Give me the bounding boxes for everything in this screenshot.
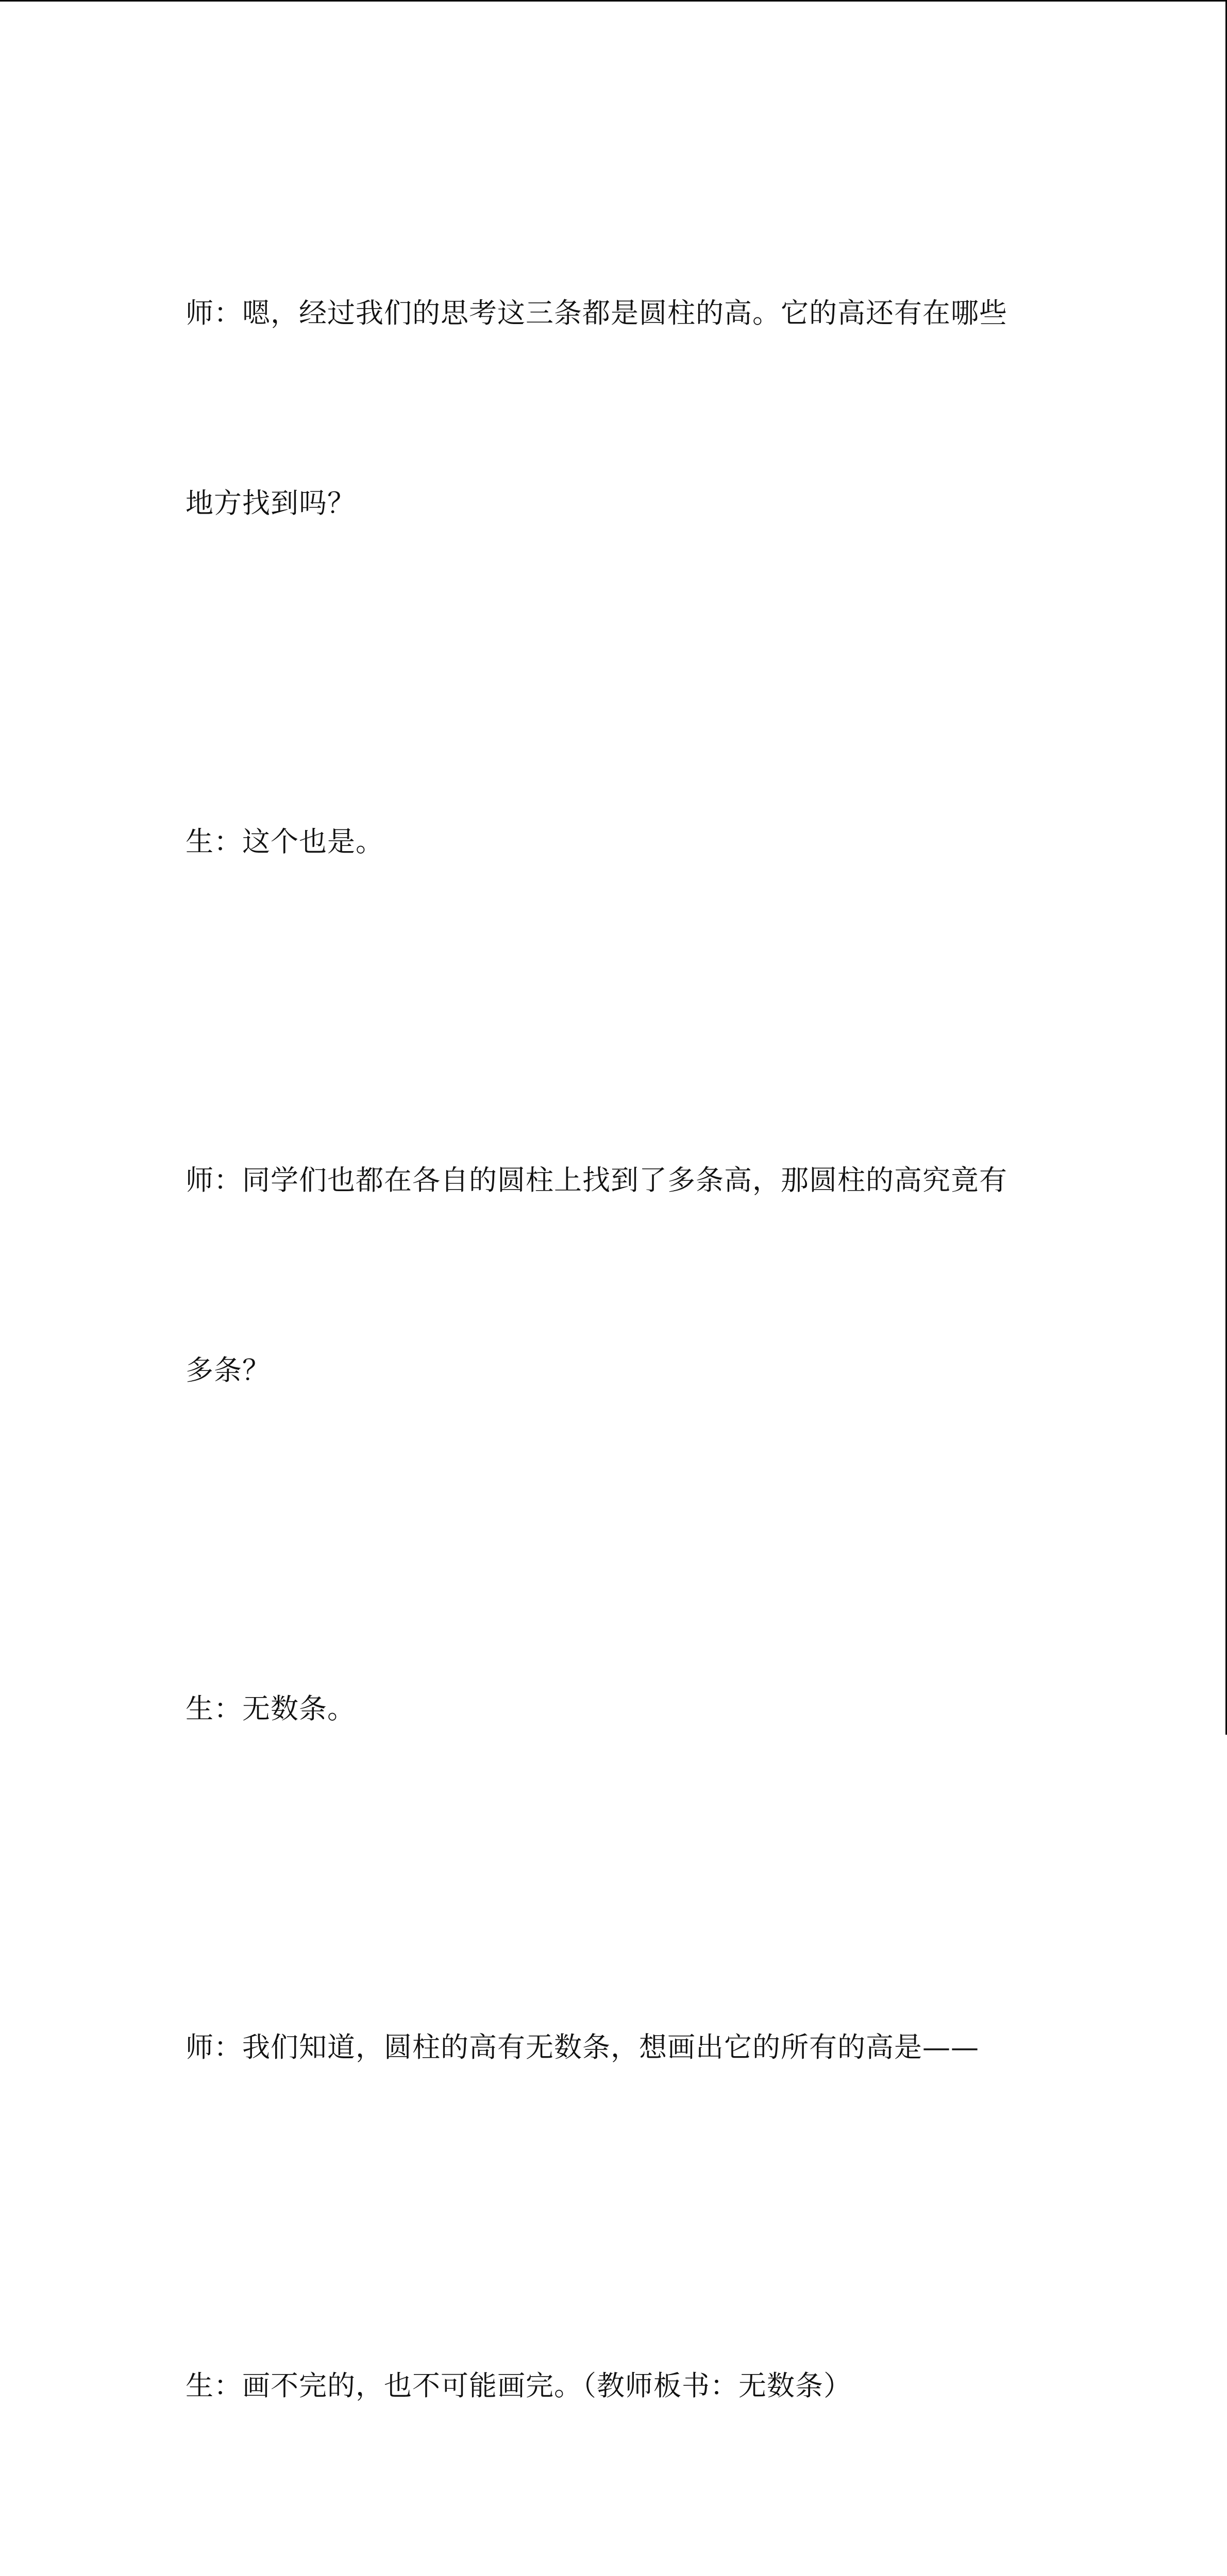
text-line: 师：嗯，经过我们的思考这三条都是圆柱的高。它的高还有在哪些 (186, 297, 1007, 329)
text-line: 生：无数条。 (186, 1692, 356, 1725)
page-border-top (0, 0, 1227, 2)
document-body (186, 155, 1031, 2576)
paragraph-2 (186, 683, 1031, 1000)
text-line: 多条？ (186, 1354, 271, 1386)
paragraph-7 (186, 2566, 1031, 2576)
text-line: 生：这个也是。 (186, 825, 384, 858)
text-line: 生：画不完的，也不可能画完。（教师板书：无数条） (186, 2369, 852, 2402)
paragraph-6 (186, 2227, 1031, 2544)
paragraph-1 (186, 155, 1031, 662)
paragraph-3 (186, 1022, 1031, 1529)
paragraph-4 (186, 1550, 1031, 1867)
text-line: 师：我们知道，圆柱的高有无数条，想画出它的所有的高是—— (186, 2031, 979, 2063)
paragraph-5 (186, 1889, 1031, 2206)
text-line: 师：同学们也都在各自的圆柱上找到了多条高，那圆柱的高究竟有 (186, 1164, 1007, 1196)
text-line: 地方找到吗？ (186, 487, 356, 519)
